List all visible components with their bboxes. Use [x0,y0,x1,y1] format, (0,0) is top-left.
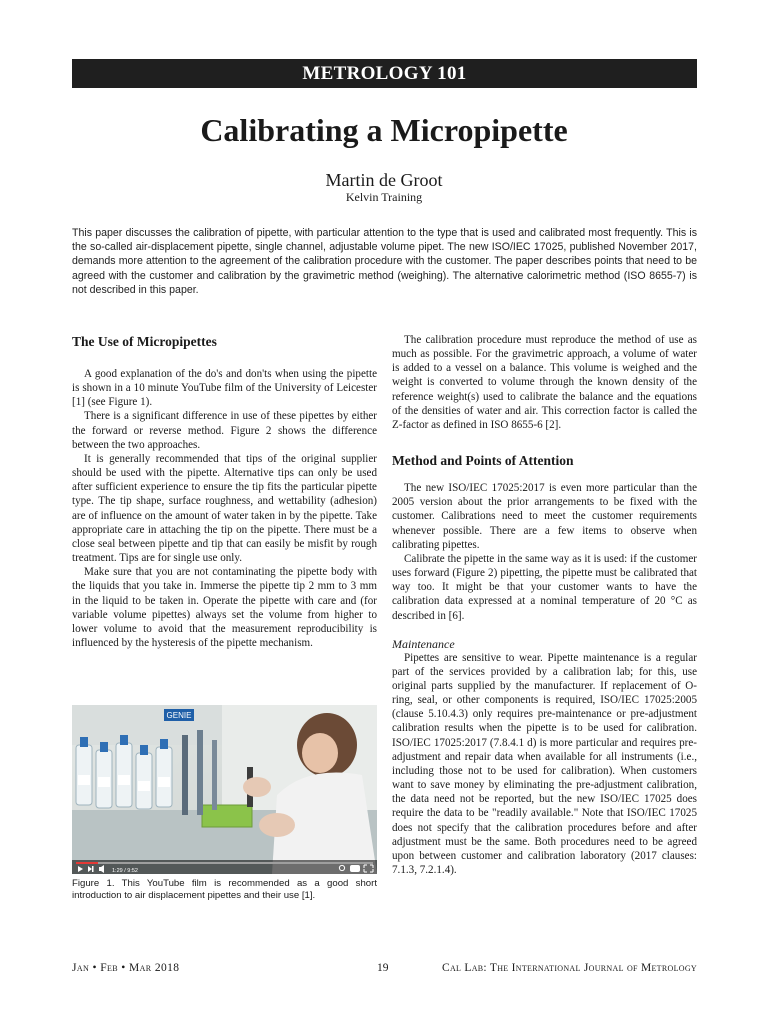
article-title: Calibrating a Micropipette [200,112,568,148]
abstract: This paper discusses the calibration of pipette, with particular attention to the type that is used and calibrated most frequently. This is the so-called air-displacement pipette, single channel, adjustable volume pipet. The new ISO/IEC 17025, published November 2017, demands more attention to the agreement of the calibration procedure with the customer. The paper describes points that need to be agreed with the customer and calibration by the gravimetric method (weighing). The alternative calorimetric method (ISO 8655-7) is not described in this paper. [72,227,697,296]
author-name: Martin de Groot [325,170,443,190]
paragraph: Calibrate the pipette in the same way as it is used: if the customer uses forward (Figure 2) pipetting, the pipette must be calibrated that way too. It might be that your customer wants to have the calibration data expressed at a nominal temperature of 20 °C as described in [6]. [392,552,697,622]
heading-method-points-of-attention: Method and Points of Attention [392,453,574,469]
paragraph: It is generally recommended that tips of the original supplier should be used with the pipette. Alternative tips can only be used after sufficient experience to ensure the tip fits the particular pipette type. The tip shape, surface roughness, and wettability (adhesion) are of influence on the amount of water taken in by the pipette. Take appropriate care in attaching the tip on the pipette. There must be a close seal between pipette and tip that can easily be misfit by rough treatment. Tips are for single use only. [72,452,377,565]
right-column [392,333,697,877]
genie-label: GENIE [166,711,192,720]
left-column [72,333,377,650]
page-footer [72,962,697,976]
author-affiliation: Kelvin Training [345,190,423,204]
paragraph: A good explanation of the do's and don'ts when using the pipette is shown in a 10 minute YouTube film of the University of Leicester [1] (see Figure 1). [72,368,377,409]
paragraph: The new ISO/IEC 17025:2017 is even more particular than the 2005 version about the prior arrangements to be fixed with the customer. Calibrations need to meet the customer requirements whenever possible. There are a few items to observe when calibrating pipettes. [392,482,697,551]
figure-video-still[interactable] [72,705,377,874]
figure-caption: Figure 1. This YouTube film is recommended as a good short introduction to air displacement pipettes and their use [1]. [72,878,377,901]
paragraph: Make sure that you are not contaminating the pipette body with the liquids that you take in. Immerse the pipette tip 2 mm to 3 mm in the liquid to be taken in. Operate the pipette with care and (for variable volume pipettes) always set the volume from higher to lower volume to avoid that the measurement reproducibility is influenced by the hysteresis of the pipette mechanism. [72,566,377,649]
paragraph: There is a significant difference in use of these pipettes by either the forward or reverse method. Figure 2 shows the difference between the two approaches. [72,410,377,451]
footer-issue-date: Jan • Feb • Mar 2018 [72,962,180,974]
youtube-logo-icon[interactable] [350,865,360,872]
journal-name: Cal Lab: The International Journal of Metrology [441,962,697,974]
paragraph: Pipettes are sensitive to wear. Pipette maintenance is a regular part of the services provided by a calibration lab; for this, use original parts supplied by the manufacturer. If replacement of O-ring, seal, or other components is required, ISO/IEC 17025:2005 (clause 5.10.4.3) only requires pre-maintenance or pre-adjustment calibration results when the pipette is to be used for calibration. ISO/IEC 17025:2017 (7.8.4.1 d) is more particular and requires pre-adjustment and repair data when available for all instruments (i.e., including those not to be used for calibration). When customers want to save money by eliminating the pre-adjustment calibration, the data need not be reported, but the new ISO/IEC 17025 does require the data to be "readily available." Note that ISO/IEC 17025 does not specify that the calibration procedures before and after adjustment must be the same. Both procedures need to be agreed upon between customer and calibration laboratory (2017 clauses: 7.1.3, 7.2.1.4). [392,651,697,876]
page-number: 19 [377,962,389,974]
lab-photo [72,705,377,874]
section-banner: METROLOGY 101 [72,59,697,88]
paragraph: The calibration procedure must reproduce the method of use as much as possible. For the gravimetric approach, a volume of water is added to a vessel on a balance. This volume is weighed and the weight is converted to volume through the known density of the reference weight(s) used to calibrate the balance and the equations of the densities of water and air. This correction factor is called the Z-factor as defined in ISO 8655-6 [2]. [392,334,697,431]
heading-use-of-micropipettes: The Use of Micropipettes [72,334,217,349]
subheading-maintenance: Maintenance [392,636,455,651]
video-time: 1:29 / 9:52 [112,868,138,874]
